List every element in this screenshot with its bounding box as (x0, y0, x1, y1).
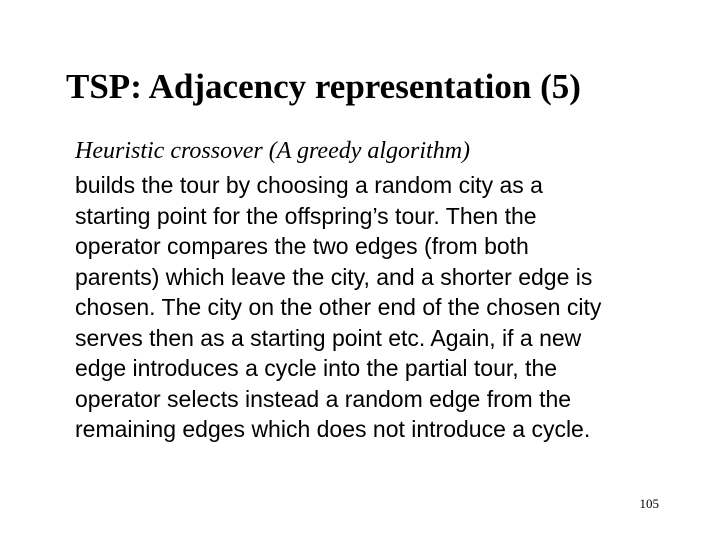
body-line: operator selects instead a random edge from the (75, 385, 572, 412)
slide-subtitle: Heuristic crossover (A greedy algorithm) (75, 138, 471, 164)
body-line: operator compares the two edges (from both (75, 233, 529, 259)
slide-body (75, 170, 675, 445)
body-line: edge introduces a cycle into the partial tour, the (75, 355, 558, 381)
body-line: chosen. The city on the other end of the chosen city (75, 294, 602, 320)
page-number: 105 (639, 496, 659, 511)
body-line: parents) which leave the city, and a shorter edge is (75, 263, 593, 290)
body-line: remaining edges which does not introduce a cycle. (75, 416, 591, 442)
slide-title: TSP: Adjacency representation (5) (66, 67, 581, 106)
body-line: serves then as a starting point etc. Again, if a new (75, 324, 582, 351)
body-line: starting point for the offspring’s tour. Then the (75, 202, 537, 229)
body-line: builds the tour by choosing a random city as a (75, 172, 543, 198)
